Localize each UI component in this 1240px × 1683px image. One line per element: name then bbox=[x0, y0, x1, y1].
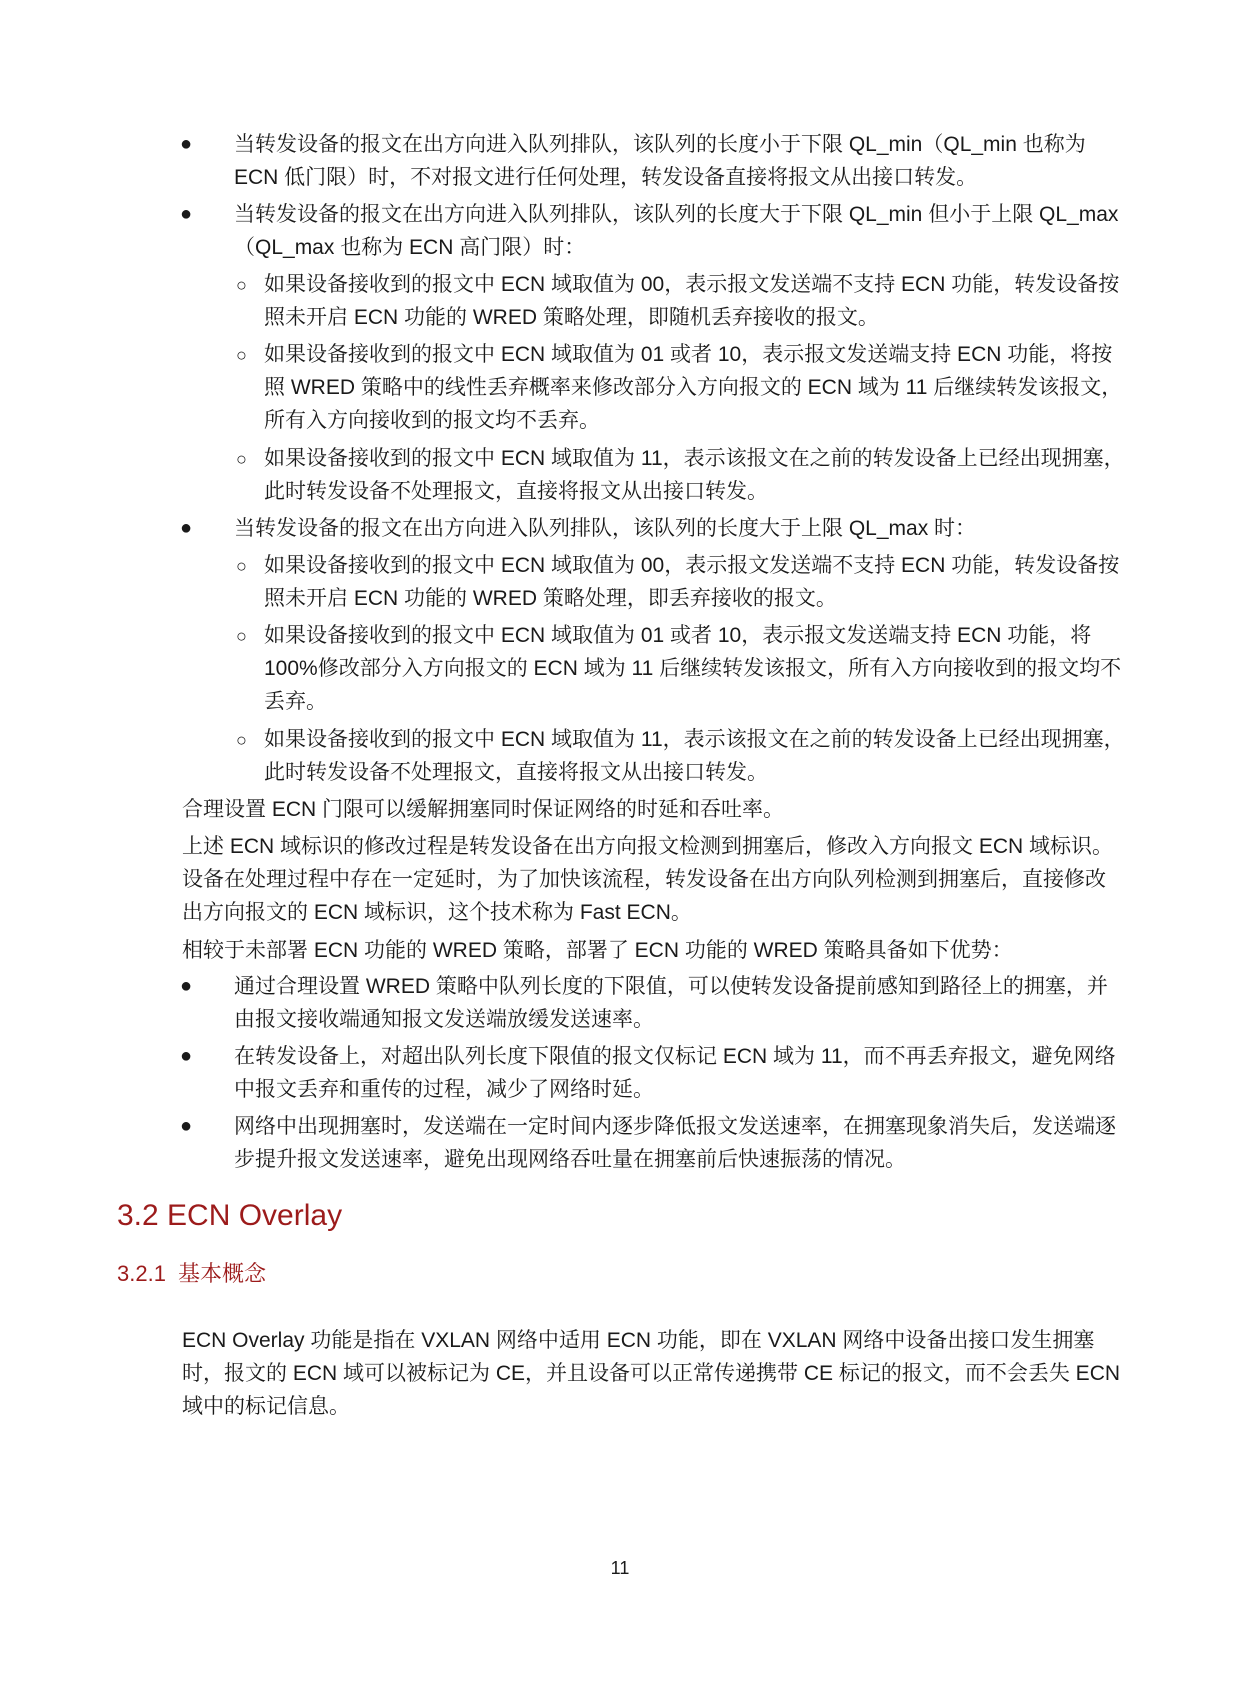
list-item bbox=[180, 1040, 1124, 1106]
sub-list-item bbox=[236, 338, 1126, 437]
sub-list-item-text: 如果设备接收到的报文中 ECN 域取值为 00，表示报文发送端不支持 ECN 功能，转发设备按照未开启 ECN 功能的 WRED 策略处理，即丢弃接收的报文。 bbox=[264, 554, 1120, 610]
sub-list-item bbox=[236, 619, 1126, 718]
bullet-dot: ● bbox=[180, 203, 193, 225]
list-item bbox=[180, 512, 1124, 545]
bullet-dot: ● bbox=[180, 1045, 193, 1067]
bullet-dot: ● bbox=[180, 1115, 193, 1137]
bullet-circle: ○ bbox=[236, 556, 247, 576]
subsection-title: 基本概念 bbox=[177, 1261, 266, 1286]
subsection-heading bbox=[117, 1258, 266, 1290]
sub-list-item bbox=[236, 442, 1126, 508]
sub-list-item bbox=[236, 268, 1126, 334]
bullet-dot: ● bbox=[180, 133, 193, 155]
list-item-text: 在转发设备上，对超出队列长度下限值的报文仅标记 ECN 域为 11，而不再丢弃报文，避免网络中报文丢弃和重传的过程，减少了网络时延。 bbox=[234, 1045, 1116, 1101]
list-item bbox=[180, 198, 1124, 264]
list-item bbox=[180, 1110, 1124, 1176]
sub-list-item-text: 如果设备接收到的报文中 ECN 域取值为 01 或者 10，表示报文发送端支持 ECN 功能，将 100%修改部分入方向报文的 ECN 域为 11 后继续转发该报文，所有入方向接收到的报文均不丢弃。 bbox=[264, 624, 1122, 713]
list-item-text: 当转发设备的报文在出方向进入队列排队，该队列的长度大于下限 QL_min 但小于上限 QL_max（QL_max 也称为 ECN 高门限）时： bbox=[234, 203, 1119, 259]
list-item-text: 通过合理设置 WRED 策略中队列长度的下限值，可以使转发设备提前感知到路径上的拥塞，并由报文接收端通知报文发送端放缓发送速率。 bbox=[234, 975, 1108, 1031]
sub-list-item-text: 如果设备接收到的报文中 ECN 域取值为 11，表示该报文在之前的转发设备上已经出现拥塞，此时转发设备不处理报文，直接将报文从出接口转发。 bbox=[264, 447, 1125, 503]
bullet-circle: ○ bbox=[236, 449, 247, 469]
sub-list-item-text: 如果设备接收到的报文中 ECN 域取值为 01 或者 10，表示报文发送端支持 ECN 功能，将按照 WRED 策略中的线性丢弃概率来修改部分入方向报文的 ECN 域为 11 后继续转发该报文，所有入方向接收到的报文均不丢弃。 bbox=[264, 343, 1123, 432]
section-heading: 3.2 ECN Overlay bbox=[117, 1199, 343, 1232]
section-body: ECN Overlay 功能是指在 VXLAN 网络中适用 ECN 功能，即在 VXLAN 网络中设备出接口发生拥塞时，报文的 ECN 域可以被标记为 CE，并且设备可以正常传递携带 CE 标记的报文，而不会丢失 ECN 域中的标记信息。 bbox=[182, 1329, 1121, 1418]
list-item bbox=[180, 970, 1124, 1036]
bullet-circle: ○ bbox=[236, 730, 247, 750]
list-item bbox=[180, 128, 1124, 194]
list-item-text: 当转发设备的报文在出方向进入队列排队，该队列的长度大于上限 QL_max 时： bbox=[234, 517, 977, 540]
list-item-text: 当转发设备的报文在出方向进入队列排队，该队列的长度小于下限 QL_min（QL_min 也称为 ECN 低门限）时，不对报文进行任何处理，转发设备直接将报文从出接口转发。 bbox=[234, 133, 1086, 189]
paragraph: 相较于未部署 ECN 功能的 WRED 策略，部署了 ECN 功能的 WRED 策略具备如下优势： bbox=[182, 939, 1013, 962]
bullet-dot: ● bbox=[180, 517, 193, 539]
bullet-circle: ○ bbox=[236, 275, 247, 295]
sub-list-item bbox=[236, 723, 1126, 789]
bullet-dot: ● bbox=[180, 975, 193, 997]
sub-list-item-text: 如果设备接收到的报文中 ECN 域取值为 00，表示报文发送端不支持 ECN 功能，转发设备按照未开启 ECN 功能的 WRED 策略处理，即随机丢弃接收的报文。 bbox=[264, 273, 1120, 329]
paragraph: 合理设置 ECN 门限可以缓解拥塞同时保证网络的时延和吞吐率。 bbox=[182, 798, 785, 821]
sub-list-item-text: 如果设备接收到的报文中 ECN 域取值为 11，表示该报文在之前的转发设备上已经出现拥塞，此时转发设备不处理报文，直接将报文从出接口转发。 bbox=[264, 728, 1125, 784]
sub-list-item bbox=[236, 549, 1126, 615]
bullet-circle: ○ bbox=[236, 345, 247, 365]
page-number: 11 bbox=[610, 1558, 630, 1578]
subsection-number: 3.2.1 bbox=[117, 1261, 166, 1286]
list-item-text: 网络中出现拥塞时，发送端在一定时间内逐步降低报文发送速率，在拥塞现象消失后，发送端逐步提升报文发送速率，避免出现网络吞吐量在拥塞前后快速振荡的情况。 bbox=[234, 1115, 1116, 1171]
bullet-circle: ○ bbox=[236, 626, 247, 646]
paragraph: 上述 ECN 域标识的修改过程是转发设备在出方向报文检测到拥塞后，修改入方向报文 ECN 域标识。设备在处理过程中存在一定延时，为了加快该流程，转发设备在出方向队列检测到拥塞后，直接修改出方向报文的 ECN 域标识，这个技术称为 Fast ECN。 bbox=[182, 835, 1114, 924]
